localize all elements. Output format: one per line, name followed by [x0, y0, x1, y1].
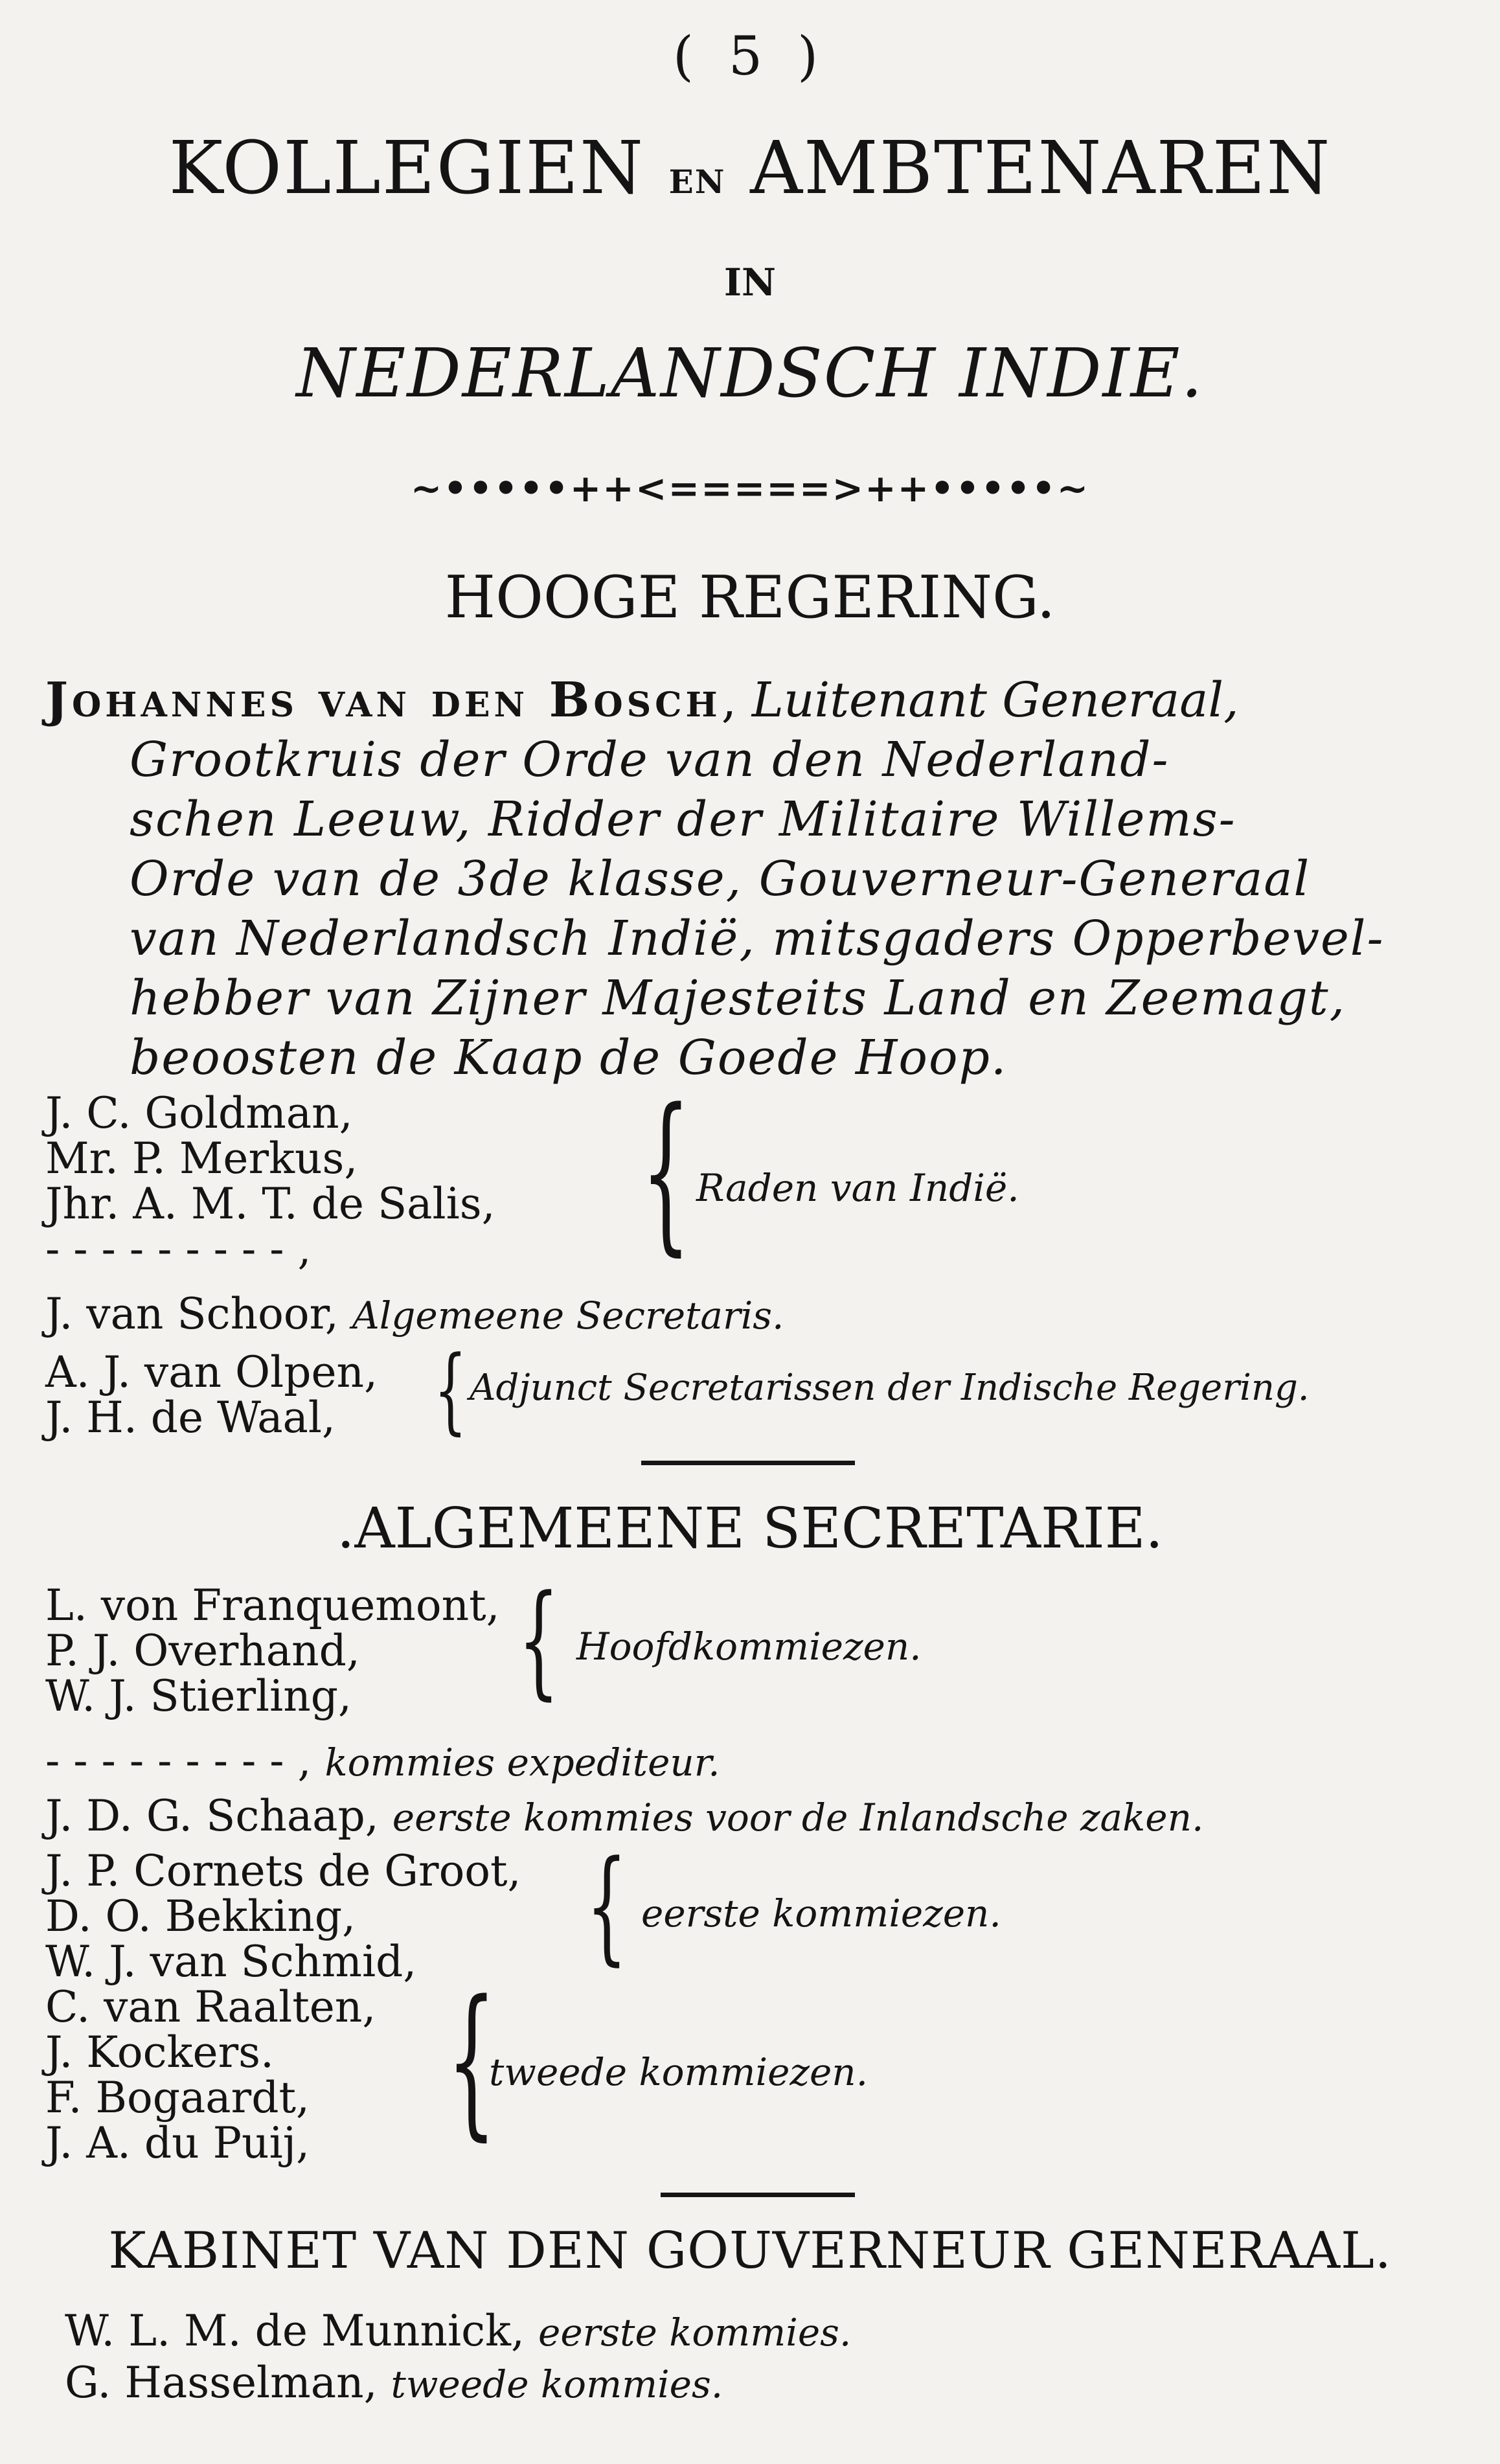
curly-brace: { — [434, 1336, 467, 1444]
gg-name: Johannes van den Bosch — [45, 672, 722, 728]
heading-algemeene-secretarie: .ALGEMEENE SECRETARIE. — [337, 1496, 1163, 1561]
title-word-en: EN — [668, 163, 726, 201]
secretaris-name: J. van Schoor, — [45, 1289, 339, 1339]
schaap-name: J. D. G. Schaap, — [45, 1791, 379, 1841]
list-item — [65, 2358, 723, 2408]
list-item: D. O. Bekking, — [45, 1891, 356, 1941]
title-word-kollegien: KOLLEGIEN — [168, 126, 645, 211]
curly-brace: { — [586, 1833, 628, 1978]
list-item: J. P. Cornets de Groot, — [45, 1846, 521, 1896]
gg-line-7: beoosten de Kaap de Goede Hoop. — [130, 1030, 1008, 1086]
title-line-1 — [0, 126, 1500, 211]
expediteur-role: kommies expediteur. — [324, 1740, 720, 1785]
kabinet-member-role: tweede kommies. — [391, 2362, 723, 2406]
kabinet-member-name: G. Hasselman, — [65, 2358, 378, 2408]
gg-line-1: Johannes van den Bosch, Luitenant Generaal, — [45, 672, 1239, 728]
kabinet-member-role: eerste kommies. — [538, 2310, 852, 2355]
gg-line-6: hebber van Zijner Majesteits Land en Zeemagt, — [130, 970, 1347, 1026]
gg-title: Luitenant Generaal, — [751, 672, 1239, 728]
list-item: W. J. van Schmid, — [45, 1937, 417, 1987]
curly-brace: { — [518, 1568, 560, 1713]
expediteur-name: - - - - - - - - - , — [45, 1736, 312, 1786]
raden-role: Raden van Indië. — [696, 1166, 1019, 1210]
heading-kabinet: KABINET VAN DEN GOUVERNEUR GENERAAL. — [108, 2222, 1392, 2280]
eerste-role: eerste kommiezen. — [641, 1891, 1001, 1935]
gg-line-5: van Nederlandsch Indië, mitsgaders Opperbevel- — [130, 911, 1385, 966]
list-item: L. von Franquemont, — [45, 1580, 500, 1630]
gg-line-3: schen Leeuw, Ridder der Militaire Willems- — [130, 792, 1236, 847]
list-item — [65, 2306, 851, 2356]
list-item: Mr. P. Merkus, — [45, 1134, 358, 1183]
gg-line-4: Orde van de 3de klasse, Gouverneur-Generaal — [130, 851, 1311, 907]
adjuncts-role: Adjunct Secretarissen der Indische Regering. — [470, 1367, 1310, 1409]
page-number: ( 5 ) — [672, 26, 828, 87]
list-item — [45, 1289, 784, 1339]
title-line-2: IN — [723, 260, 777, 304]
list-item: W. J. Stierling, — [45, 1671, 352, 1721]
list-item: J. H. de Waal, — [45, 1393, 335, 1443]
schaap-role: eerste kommies voor de Inlandsche zaken. — [392, 1796, 1204, 1840]
list-item: C. van Raalten, — [45, 1982, 376, 2032]
kabinet-member-name: W. L. M. de Munnick, — [65, 2306, 525, 2356]
list-item: J. A. du Puij, — [45, 2118, 310, 2168]
heading-hooge-regering: HOOGE REGERING. — [444, 564, 1056, 632]
ornament-divider: ~•••••++<=====>++•••••~ — [410, 466, 1090, 510]
section-divider — [661, 2193, 855, 2197]
list-item: J. C. Goldman, — [45, 1088, 353, 1138]
title-line-3: NEDERLANDSCH INDIE. — [296, 334, 1204, 413]
secretaris-role: Algemeene Secretaris. — [352, 1294, 784, 1338]
gg-line-2: Grootkruis der Orde van den Nederland- — [130, 732, 1170, 788]
list-item: - - - - - - - - - , — [45, 1224, 312, 1274]
list-item — [45, 1736, 720, 1786]
tweede-role: tweede kommiezen. — [489, 2050, 869, 2094]
list-item: J. Kockers. — [45, 2027, 274, 2077]
curly-brace: { — [641, 1074, 691, 1272]
hoofd-role: Hoofdkommiezen. — [576, 1625, 922, 1669]
title-word-ambtenaren: AMBTENAREN — [750, 126, 1332, 211]
list-item: A. J. van Olpen, — [45, 1347, 378, 1397]
curly-brace: { — [447, 1967, 497, 2156]
list-item: Jhr. A. M. T. de Salis, — [45, 1179, 495, 1229]
section-divider — [641, 1461, 855, 1465]
list-item: F. Bogaardt, — [45, 2073, 310, 2123]
list-item: P. J. Overhand, — [45, 1626, 360, 1676]
